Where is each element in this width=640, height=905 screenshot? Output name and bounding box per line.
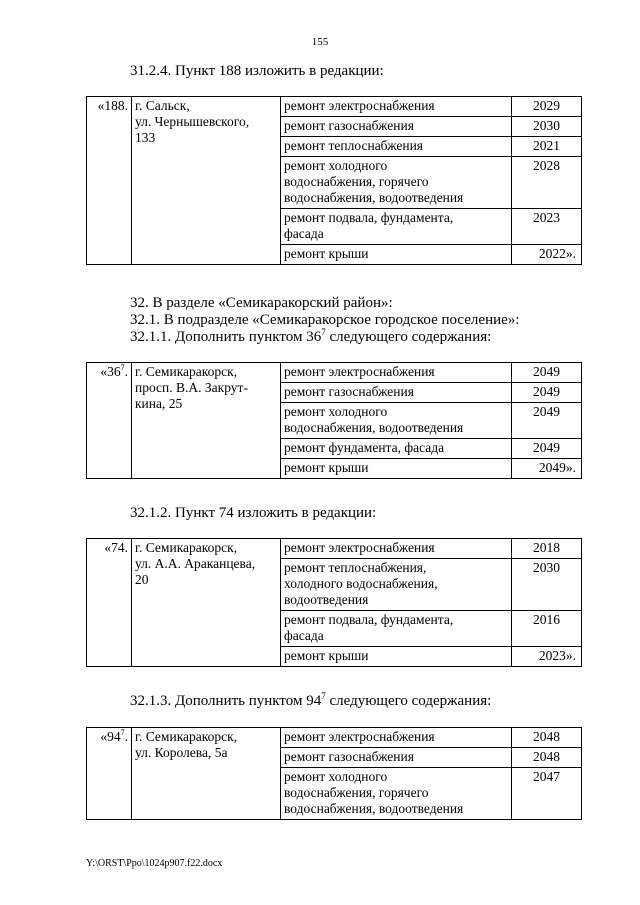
work-type: ремонт подвала, фундамента, фасада [281,209,512,245]
work-type: ремонт газоснабжения [281,383,512,403]
work-year: 2049 [512,363,582,383]
work-year: 2049 [512,439,582,459]
section-heading: 32. В разделе «Семикаракорский район»: [130,295,393,311]
file-path-footer: Y:\ORST\Ppo\1024p907.f22.docx [86,858,223,869]
work-year: 2048 [512,748,582,768]
work-year: 2049 [512,383,582,403]
work-type: ремонт электроснабжения [281,539,512,559]
section-heading: 32.1.2. Пункт 74 изложить в редакции: [130,505,377,521]
work-year: 2030 [512,559,582,611]
repair-table [86,96,582,265]
work-type: ремонт газоснабжения [281,117,512,137]
work-type: ремонт теплоснабжения, холодного водоснабжения, водоотведения [281,559,512,611]
item-address: г. Семикаракорск, ул. Королева, 5а [132,728,281,820]
work-year: 2021 [512,137,582,157]
repair-table [86,362,582,479]
work-year: 2016 [512,611,582,647]
repair-table [86,727,582,820]
item-number: «$94^7$. [87,728,132,820]
work-year: 2018 [512,539,582,559]
work-type: ремонт электроснабжения [281,97,512,117]
work-year: 2049». [512,459,582,479]
work-year: 2047 [512,768,582,820]
item-address: г. Сальск, ул. Чернышевского, 133 [132,97,281,265]
item-number: «74. [87,539,132,667]
section-heading: 32.1.1. Дополнить пунктом $36^7$ следующего содержания: [130,327,492,345]
repair-table [86,538,582,667]
work-type: ремонт электроснабжения [281,728,512,748]
work-type: ремонт подвала, фундамента, фасада [281,611,512,647]
work-year: 2030 [512,117,582,137]
item-number: «$36^7$. [87,363,132,479]
work-year: 2023». [512,647,582,667]
work-year: 2022». [512,245,582,265]
work-year: 2023 [512,209,582,245]
work-year: 2049 [512,403,582,439]
work-type: ремонт холодного водоснабжения, горячего водоснабжения, водоотведения [281,157,512,209]
work-type: ремонт крыши [281,245,512,265]
work-year: 2029 [512,97,582,117]
work-type: ремонт холодного водоснабжения, водоотведения [281,403,512,439]
subsection-heading: 32.1. В подразделе «Семикаракорское городское поселение»: [130,312,520,328]
work-type: ремонт крыши [281,459,512,479]
work-type: ремонт теплоснабжения [281,137,512,157]
work-type: ремонт холодного водоснабжения, горячего водоснабжения, водоотведения [281,768,512,820]
work-type: ремонт крыши [281,647,512,667]
work-type: ремонт электроснабжения [281,363,512,383]
item-address: г. Семикаракорск, ул. А.А. Араканцева, 20 [132,539,281,667]
section-heading: 31.2.4. Пункт 188 изложить в редакции: [130,63,384,79]
work-year: 2028 [512,157,582,209]
item-address: г. Семикаракорск, просп. В.А. Закрут- кина, 25 [132,363,281,479]
work-type: ремонт фундамента, фасада [281,439,512,459]
work-year: 2048 [512,728,582,748]
section-heading: 32.1.3. Дополнить пунктом $94^7$ следующего содержания: [130,691,492,709]
item-number: «188. [87,97,132,265]
work-type: ремонт газоснабжения [281,748,512,768]
page-number: 155 [311,36,329,48]
